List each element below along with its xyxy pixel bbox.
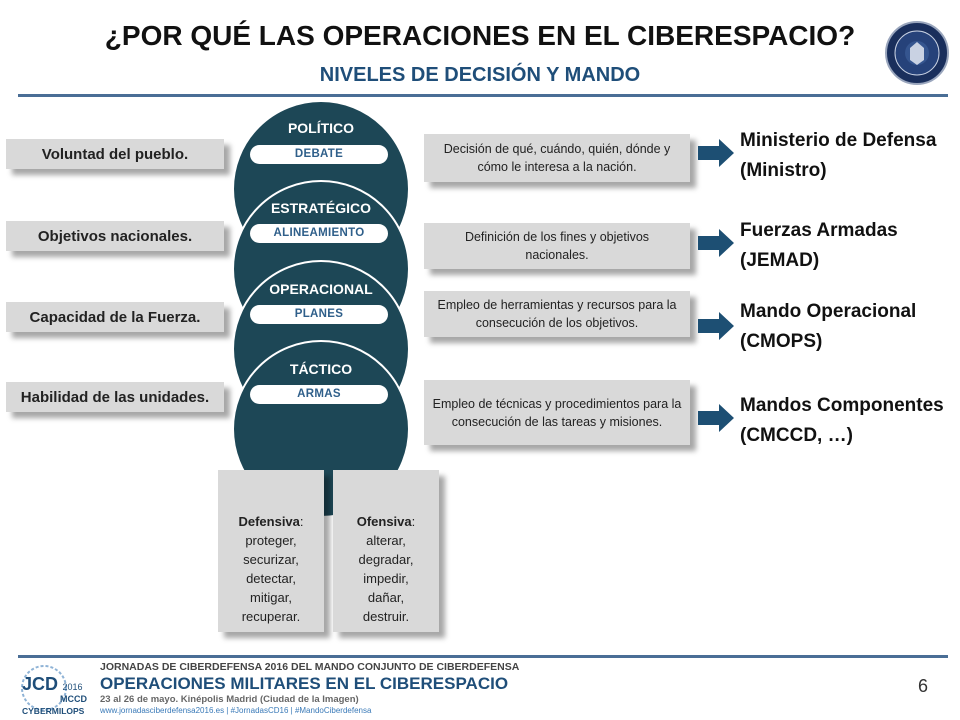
emblem-logo xyxy=(884,20,950,86)
pill-planes: PLANES xyxy=(250,305,388,324)
footer-line2: OPERACIONES MILITARES EN EL CIBERESPACIO xyxy=(100,674,509,693)
offensive-item: degradar, xyxy=(358,552,414,567)
defensive-item: mitigar, xyxy=(250,590,292,605)
desc-box-politico xyxy=(424,134,690,182)
desc-text: Decisión de qué, cuándo, quién, dónde y cómo le interesa a la nación. xyxy=(443,142,671,174)
defensive-item: detectar, xyxy=(246,571,296,586)
desc-box-operacional xyxy=(424,291,690,337)
page-subtitle: NIVELES DE DECISIÓN Y MANDO xyxy=(319,64,641,86)
pill-alineamiento: ALINEAMIENTO xyxy=(250,224,388,243)
page-title: ¿POR QUÉ LAS OPERACIONES EN EL CIBERESPACIO? xyxy=(104,20,856,51)
defensive-box: Defensiva: proteger, securizar, detectar, mitigar, recuperar. xyxy=(218,470,324,632)
left-box-label: Voluntad del pueblo. xyxy=(41,145,189,163)
footer-line4: www.jornadasciberdefensa2016.es | #JornadasCD16 | #MandoCiberdefensa xyxy=(100,706,372,715)
left-box-politico xyxy=(6,139,224,169)
right-label-estrategico xyxy=(740,216,898,276)
desc-text: Empleo de herramientas y recursos para la consecución de los objetivos. xyxy=(437,298,677,330)
right-label-tactico xyxy=(740,391,944,451)
offensive-head: Ofensiva xyxy=(356,514,412,529)
right-label-politico xyxy=(740,126,936,186)
circle-label-operacional: OPERACIONAL xyxy=(269,281,373,297)
desc-box-estrategico xyxy=(424,223,690,269)
arrow-right-icon xyxy=(697,228,735,258)
right-label-operacional xyxy=(740,297,916,357)
circle-label-tactico: TÁCTICO xyxy=(289,361,353,377)
footer-rule xyxy=(18,655,948,658)
left-box-label: Habilidad de las unidades. xyxy=(20,388,210,406)
offensive-item: destruir. xyxy=(362,609,410,624)
logo-year: 2016 xyxy=(62,682,83,692)
defensive-head: Defensiva xyxy=(238,514,300,529)
logo-jcd: JCD xyxy=(22,674,59,694)
logo-mccd: MCCD xyxy=(60,694,87,704)
right-label-line2: (CMCCD, …) xyxy=(740,425,853,446)
offensive-box: Ofensiva: alterar, degradar, impedir, dañar, destruir. xyxy=(333,470,439,632)
right-label-line1: Mando Operacional xyxy=(740,301,917,322)
left-box-tactico xyxy=(6,382,224,412)
left-box-estrategico xyxy=(6,221,224,251)
footer-line3: 23 al 26 de mayo. Kinépolis Madrid (Ciudad de la Imagen) xyxy=(100,694,359,705)
pill-armas: ARMAS xyxy=(250,385,388,404)
desc-text: Empleo de técnicas y procedimientos para la consecución de las tareas y misiones. xyxy=(432,396,682,429)
defensive-item: securizar, xyxy=(243,552,299,567)
logo-cybermilops: CYBERMILOPS xyxy=(22,706,85,716)
circle-label-estrategico: ESTRATÉGICO xyxy=(270,200,372,216)
right-label-line2: (Ministro) xyxy=(740,160,827,181)
page-number: 6 xyxy=(918,676,929,696)
footer-line1: JORNADAS DE CIBERDEFENSA 2016 DEL MANDO CONJUNTO DE CIBERDEFENSA xyxy=(100,661,520,673)
circle-label-politico: POLÍTICO xyxy=(287,120,355,136)
right-label-line2: (JEMAD) xyxy=(740,250,820,271)
right-label-line1: Ministerio de Defensa xyxy=(740,130,937,151)
left-box-label: Capacidad de la Fuerza. xyxy=(29,308,201,326)
right-label-line1: Fuerzas Armadas xyxy=(740,220,898,241)
header-rule xyxy=(18,94,948,97)
defensive-item: proteger, xyxy=(245,533,297,548)
defensive-item: recuperar. xyxy=(241,609,301,624)
right-label-line1: Mandos Componentes xyxy=(740,395,944,416)
right-label-line2: (CMOPS) xyxy=(740,331,823,352)
offensive-item: dañar, xyxy=(367,590,405,605)
desc-box-tactico xyxy=(424,380,690,445)
arrow-right-icon xyxy=(697,138,735,168)
offensive-item: alterar, xyxy=(366,533,406,548)
left-box-label: Objetivos nacionales. xyxy=(37,227,193,245)
arrow-right-icon xyxy=(697,403,735,433)
pill-debate: DEBATE xyxy=(250,145,388,164)
footer-logo-text xyxy=(22,674,87,717)
left-box-operacional xyxy=(6,302,224,332)
desc-text: Definición de los fines y objetivos nacionales. xyxy=(464,230,650,262)
arrow-right-icon xyxy=(697,311,735,341)
offensive-item: impedir, xyxy=(363,571,409,586)
